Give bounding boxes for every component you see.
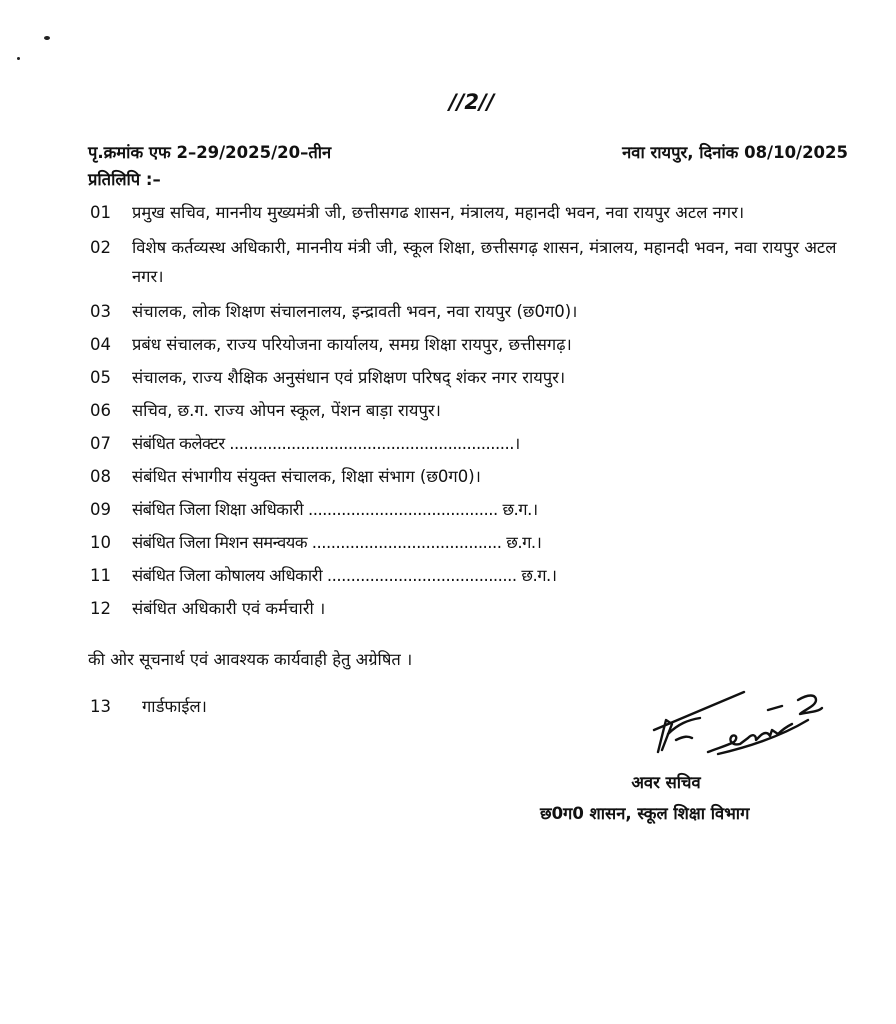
place-date: नवा रायपुर, दिनांक 08/10/2025	[622, 143, 848, 162]
item-number: 13	[90, 697, 111, 716]
item-text: संबंधित अधिकारी एवं कर्मचारी ।	[132, 599, 326, 618]
item-number: 10	[90, 533, 111, 552]
list-item	[88, 233, 858, 291]
list-item	[88, 363, 858, 392]
list-item	[88, 198, 858, 227]
list-item	[88, 528, 858, 557]
item-number: 03	[90, 302, 111, 321]
signatory-designation: अवर सचिव	[631, 773, 701, 792]
item-number: 04	[90, 335, 111, 354]
item-text: संबंधित जिला कोषालय अधिकारी ........................................ छ.ग.।	[132, 566, 557, 585]
item-number: 06	[90, 401, 111, 420]
item-number: 07	[90, 434, 111, 453]
list-item	[88, 594, 858, 623]
item-number: 05	[90, 368, 111, 387]
item-text: प्रमुख सचिव, माननीय मुख्यमंत्री जी, छत्तीसगढ शासन, मंत्रालय, महानदी भवन, नवा रायपुर अटल नगर।	[132, 203, 745, 222]
forwarding-note: की ओर सूचनार्थ एवं आवश्यक कार्यवाही हेतु अग्रेषित ।	[88, 650, 413, 669]
signatory-department: छ0ग0 शासन, स्कूल शिक्षा विभाग	[540, 804, 750, 823]
list-item	[88, 297, 858, 326]
item-text: विशेष कर्तव्यस्थ अधिकारी, माननीय मंत्री जी, स्कूल शिक्षा, छत्तीसगढ़ शासन, मंत्रालय, महानदी भवन, नवा रायपुर अटल नगर।	[132, 238, 837, 286]
copy-to-heading: प्रतिलिपि :–	[88, 170, 161, 189]
handwritten-signature	[648, 690, 828, 760]
item-text: संबंधित संभागीय संयुक्त संचालक, शिक्षा संभाग (छ0ग0)।	[132, 467, 481, 486]
item-number: 02	[90, 238, 111, 257]
page-number: //2//	[449, 90, 495, 114]
recipient-list	[88, 198, 858, 627]
list-item	[88, 396, 858, 425]
item-text: संबंधित कलेक्टर ............................................................।	[132, 434, 520, 453]
item-number: 12	[90, 599, 111, 618]
item-text: संबंधित जिला शिक्षा अधिकारी ........................................ छ.ग.।	[132, 500, 538, 519]
list-item	[88, 429, 858, 458]
item-number: 08	[90, 467, 111, 486]
item-text: संचालक, राज्य शैक्षिक अनुसंधान एवं प्रशिक्षण परिषद् शंकर नगर रायपुर।	[132, 368, 566, 387]
list-item	[88, 330, 858, 359]
scan-speck	[17, 57, 20, 60]
list-item	[88, 561, 858, 590]
item-text: गार्डफाईल।	[142, 697, 207, 716]
list-item	[88, 495, 858, 524]
list-item	[88, 462, 858, 491]
item-text: प्रबंध संचालक, राज्य परियोजना कार्यालय, समग्र शिक्षा रायपुर, छत्तीसगढ़।	[132, 335, 572, 354]
item-text: संबंधित जिला मिशन समन्वयक ........................................ छ.ग.।	[132, 533, 542, 552]
item-number: 11	[90, 566, 111, 585]
item-text: संचालक, लोक शिक्षण संचालनालय, इन्द्रावती भवन, नवा रायपुर (छ0ग0)।	[132, 302, 578, 321]
item-number: 09	[90, 500, 111, 519]
item-number: 01	[90, 203, 111, 222]
scan-speck	[44, 36, 50, 40]
reference-number: पृ.क्रमांक एफ 2–29/2025/20–तीन	[88, 143, 332, 162]
guard-file-line	[88, 694, 207, 717]
item-text: सचिव, छ.ग. राज्य ओपन स्कूल, पेंशन बाड़ा रायपुर।	[132, 401, 441, 420]
